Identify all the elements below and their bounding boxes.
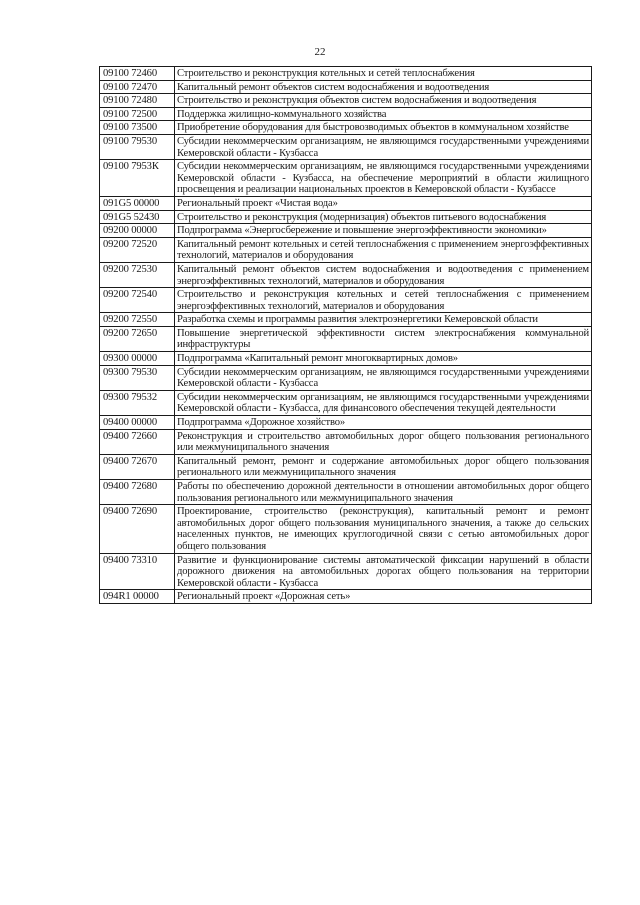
row-code: 091G5 52430 — [100, 210, 175, 224]
row-name: Капитальный ремонт котельных и сетей теплоснабжения с применением энергоэффективных технологий, материалов и оборудования — [175, 237, 592, 262]
row-code: 09400 72690 — [100, 505, 175, 553]
table-row — [100, 429, 592, 454]
table-row — [100, 160, 592, 197]
table-row — [100, 107, 592, 121]
row-code: 09100 72480 — [100, 94, 175, 108]
row-code: 09400 72660 — [100, 429, 175, 454]
row-name: Строительство и реконструкция объектов систем водоснабжения и водоотведения — [175, 94, 592, 108]
table-row — [100, 313, 592, 327]
row-name: Подпрограмма «Дорожное хозяйство» — [175, 416, 592, 430]
row-name: Развитие и функционирование системы автоматической фиксации нарушений в области дорожного движения на автомобильных дорогах общего пользования на территории Кемеровской области - Кузбасса — [175, 553, 592, 590]
row-name: Строительство и реконструкция котельных и сетей теплоснабжения — [175, 67, 592, 81]
row-code: 09200 72540 — [100, 288, 175, 313]
row-code: 09100 73500 — [100, 121, 175, 135]
row-code: 094R1 00000 — [100, 590, 175, 604]
table-row — [100, 210, 592, 224]
row-code: 09100 79530 — [100, 134, 175, 159]
table-body — [100, 67, 592, 604]
row-name: Региональный проект «Дорожная сеть» — [175, 590, 592, 604]
row-code: 09200 72650 — [100, 326, 175, 351]
table-row — [100, 121, 592, 135]
row-code: 09400 00000 — [100, 416, 175, 430]
row-code: 091G5 00000 — [100, 196, 175, 210]
row-name: Реконструкция и строительство автомобильных дорог общего пользования регионального или межмуниципального значения — [175, 429, 592, 454]
row-code: 09100 7953К — [100, 160, 175, 197]
row-name: Субсидии некоммерческим организациям, не являющимся государственными учреждениями Кемеровской области - Кузбасса, для финансового обеспечения текущей деятельности — [175, 390, 592, 415]
row-name: Строительство и реконструкция (модернизация) объектов питьевого водоснабжения — [175, 210, 592, 224]
row-name: Капитальный ремонт, ремонт и содержание автомобильных дорог общего пользования регионального или межмуниципального значения — [175, 454, 592, 479]
table-row — [100, 390, 592, 415]
table-row — [100, 480, 592, 505]
row-name: Капитальный ремонт объектов систем водоснабжения и водоотведения — [175, 80, 592, 94]
table-row — [100, 94, 592, 108]
table-row — [100, 416, 592, 430]
table-row — [100, 262, 592, 287]
row-name: Субсидии некоммерческим организациям, не являющимся государственными учреждениями Кемеровской области - Кузбасса — [175, 365, 592, 390]
table-row — [100, 134, 592, 159]
row-code: 09200 72520 — [100, 237, 175, 262]
table-row — [100, 196, 592, 210]
row-name: Приобретение оборудования для быстровозводимых объектов в коммунальном хозяйстве — [175, 121, 592, 135]
row-name: Субсидии некоммерческим организациям, не являющимся государственными учреждениями Кемеровской области - Кузбасса — [175, 134, 592, 159]
row-name: Капитальный ремонт объектов систем водоснабжения и водоотведения с применением энергоэффективных технологий, материалов и оборудования — [175, 262, 592, 287]
row-code: 09300 79532 — [100, 390, 175, 415]
page-number: 22 — [314, 46, 326, 58]
table-row — [100, 505, 592, 553]
row-code: 09200 72530 — [100, 262, 175, 287]
row-name: Повышение энергетической эффективности систем электроснабжения коммунальной инфраструктуры — [175, 326, 592, 351]
row-code: 09300 79530 — [100, 365, 175, 390]
table-row — [100, 288, 592, 313]
table-row — [100, 224, 592, 238]
row-code: 09100 72470 — [100, 80, 175, 94]
table-row — [100, 237, 592, 262]
row-code: 09100 72460 — [100, 67, 175, 81]
row-code: 09200 72550 — [100, 313, 175, 327]
row-code: 09400 72680 — [100, 480, 175, 505]
budget-classification-table — [99, 66, 592, 604]
row-code: 09400 72670 — [100, 454, 175, 479]
row-name: Строительство и реконструкция котельных и сетей теплоснабжения с применением энергоэффективных технологий, материалов и оборудования — [175, 288, 592, 313]
row-name: Региональный проект «Чистая вода» — [175, 196, 592, 210]
table-row — [100, 365, 592, 390]
row-name: Подпрограмма «Капитальный ремонт многоквартирных домов» — [175, 352, 592, 366]
table-row — [100, 553, 592, 590]
row-name: Поддержка жилищно-коммунального хозяйства — [175, 107, 592, 121]
row-name: Работы по обеспечению дорожной деятельности в отношении автомобильных дорог общего пользования регионального или межмуниципального значения — [175, 480, 592, 505]
row-code: 09100 72500 — [100, 107, 175, 121]
row-name: Проектирование, строительство (реконструкция), капитальный ремонт и ремонт автомобильных дорог общего пользования муниципального значения, а также до сельских населенных пунктов, не имеющих круглогодичной связи с сетью автомобильных дорог общего пользования — [175, 505, 592, 553]
table-row — [100, 80, 592, 94]
row-name: Субсидии некоммерческим организациям, не являющимся государственными учреждениями Кемеровской области - Кузбасса, на обеспечение мероприятий в области жилищного просвещения и реализации национальных проектов в Кемеровской области - Кузбассе — [175, 160, 592, 197]
table-row — [100, 326, 592, 351]
row-code: 09400 73310 — [100, 553, 175, 590]
table-row — [100, 590, 592, 604]
row-name: Разработка схемы и программы развития электроэнергетики Кемеровской области — [175, 313, 592, 327]
table-row — [100, 352, 592, 366]
table-row — [100, 454, 592, 479]
row-code: 09300 00000 — [100, 352, 175, 366]
table-row — [100, 67, 592, 81]
row-name: Подпрограмма «Энергосбережение и повышение энергоэффективности экономики» — [175, 224, 592, 238]
row-code: 09200 00000 — [100, 224, 175, 238]
